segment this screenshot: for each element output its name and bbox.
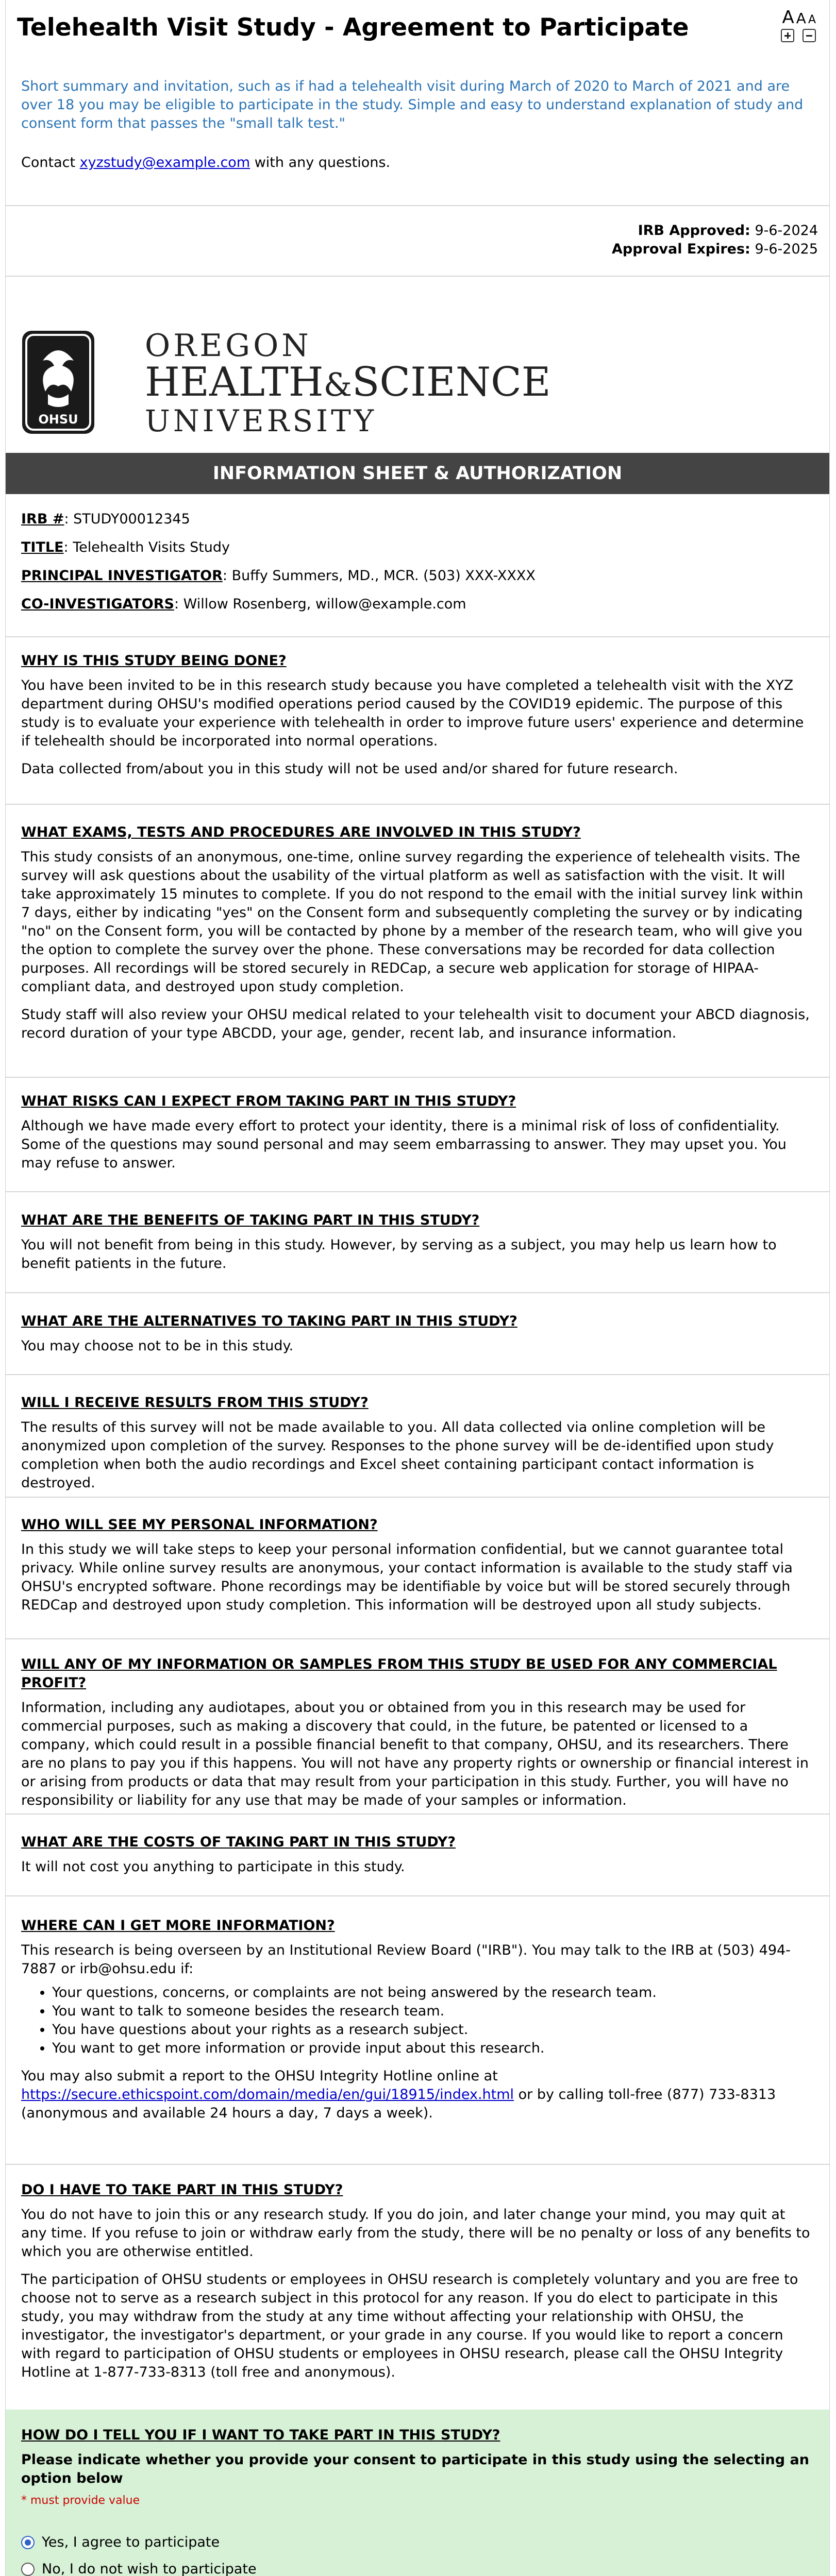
increase-font-icon[interactable]: [781, 29, 794, 42]
contact-line: Contact xyzstudy@example.com with any questions.: [21, 155, 391, 171]
irb-approval: IRB Approved: 9-6-2024 Approval Expires: 9-6-2025: [612, 223, 818, 257]
section-alternatives: WHAT ARE THE ALTERNATIVES TO TAKING PART IN THIS STUDY? You may choose not to be in this study.: [21, 1313, 517, 1354]
divider: [6, 1077, 829, 1078]
divider: [6, 1638, 829, 1639]
divider: [6, 1292, 829, 1293]
survey-header: [6, 0, 829, 68]
radio-no[interactable]: [21, 2563, 35, 2576]
logo-badge-text: OHSU: [38, 412, 78, 427]
font-size-medium[interactable]: A: [796, 10, 806, 27]
survey-title: Telehealth Visit Study - Agreement to Participate: [17, 13, 689, 42]
divider: [6, 804, 829, 805]
consent-section: HOW DO I TELL YOU IF I WANT TO TAKE PART IN THIS STUDY? Please indicate whether you provide your consent to participate in this study using the selecting an option below * must provide value Yes, I agree to participate No, I do not wish to participate: [6, 2410, 829, 2576]
survey-page: [5, 0, 830, 2576]
divider: [6, 1374, 829, 1375]
consent-question: Please indicate whether you provide your consent to participate in this study using the selecting an option below: [21, 2452, 809, 2486]
consent-option-no[interactable]: No, I do not wish to participate: [21, 2561, 257, 2576]
divider: [6, 205, 829, 206]
logo-wordmark: OREGON HEALTH&SCIENCE UNIVERSITY: [145, 328, 551, 438]
section-benefits: WHAT ARE THE BENEFITS OF TAKING PART IN THIS STUDY? You will not benefit from being in this study. However, by serving as a subject, you may help us learn how to benefit patients in the future.: [21, 1212, 777, 1272]
integrity-hotline-link[interactable]: https://secure.ethicspoint.com/domain/media/en/gui/18915/index.html: [21, 2087, 514, 2103]
divider: [6, 276, 829, 277]
divider: [6, 2164, 829, 2165]
irb-contact-reasons: [6, 1984, 829, 2058]
section-exams: WHAT EXAMS, TESTS AND PROCEDURES ARE INVOLVED IN THIS STUDY? This study consists of an anonymous, one-time, online survey regarding the experience of telehealth visits. The survey will ask questions about the usability of the virtual platform as well as satisfaction with the visit. It will take approximately 15 minutes to complete. If you do not respond to the email with the initial survey link within 7 days, either by indicating "yes" on the Consent form and subsequently completing the survey or by indicating "no" on the Consent form, you will be contacted by phone by a member of the research team, who will give you the option to complete the survey over the phone. These conversations may be recorded for data collection purposes. All recordings will be stored securely in REDCap, a secure web application for storage of HIPAA-compliant data, and destroyed upon study completion. Study staff will also review your OHSU medical related to your telehealth visit to document your ABCD diagnosis, record duration of your type ABCDD, your age, gender, recent lab, and insurance information.: [21, 824, 810, 1041]
divider: [6, 636, 829, 637]
section-risks: WHAT RISKS CAN I EXPECT FROM TAKING PART IN THIS STUDY? Although we have made every effort to protect your identity, there is a minimal risk of loss of confidentiality. Some of the questions may sound personal and may seem embarrassing to answer. They may upset you. You may refuse to answer.: [21, 1093, 787, 1171]
font-size-controls: [770, 7, 816, 44]
contact-email-link[interactable]: xyzstudy@example.com: [79, 155, 250, 171]
list-item: • You have questions about your rights as a research subject.: [52, 2021, 829, 2039]
study-metadata: IRB #: STUDY00012345 TITLE: Telehealth Visits Study PRINCIPAL INVESTIGATOR: Buffy Summers, MD., MCR. (503) XXX-XXXX CO-INVESTIGATORS: Willow Rosenberg, willow@example.com: [21, 511, 536, 612]
divider: [6, 1895, 829, 1896]
decrease-font-icon[interactable]: [802, 29, 816, 42]
divider: [6, 1814, 829, 1815]
ohsu-seal-icon: [17, 330, 136, 438]
list-item: • Your questions, concerns, or complaints are not being answered by the research team.: [52, 1984, 829, 2002]
section-commercial: WILL ANY OF MY INFORMATION OR SAMPLES FROM THIS STUDY BE USED FOR ANY COMMERCIAL PROFIT? Information, including any audiotapes, about you or obtained from you in this research may be used for commercial purposes, such as making a discovery that could, in the future, be patented or licensed to a company, which could result in a possible financial benefit to that company, OHSU, and its researchers. There are no plans to pay you if this happens. You will not have any property rights or ownership or financial interest in or arising from products or data that may result from your participation in this study. Further, you will have no responsibility or liability for any use that may be made of your samples or information.: [21, 1656, 809, 1808]
section-more-info: WHERE CAN I GET MORE INFORMATION? This research is being overseen by an Institutional Review Board ("IRB"). You may talk to the IRB at (503) 494-7887 or irb@ohsu.edu if: • Your questions, concerns, or complaints are not being answered by the research team. • You want to talk to someone besides the research team. • You have questions about your rights as a research subject. • You want to get more information or provide input about this research. You may also submit a report to the OHSU Integrity Hotline online at https://secure.ethicspoint.com/domain/media/en/gui/18915/index.html or by calling toll-free (877) 733-8313 (anonymous and available 24 hours a day, 7 days a week).: [6, 1917, 829, 2123]
list-item: • You want to get more information or provide input about this research.: [52, 2039, 829, 2058]
consent-option-yes[interactable]: Yes, I agree to participate: [21, 2534, 220, 2550]
ohsu-logo: [17, 328, 551, 438]
divider: [6, 1497, 829, 1498]
section-costs: WHAT ARE THE COSTS OF TAKING PART IN THIS STUDY? It will not cost you anything to participate in this study.: [21, 1834, 456, 1875]
required-note: * must provide value: [21, 2494, 140, 2507]
font-size-large[interactable]: A: [782, 7, 794, 28]
intro-summary: Short summary and invitation, such as if had a telehealth visit during March of 2020 to March of 2021 and are over 18 you may be eligible to participate in the study. Simple and easy to understand explanation of study and consent form that passes the "small talk test.": [21, 78, 804, 131]
radio-yes[interactable]: [21, 2536, 35, 2549]
section-personal-info: WHO WILL SEE MY PERSONAL INFORMATION? In this study we will take steps to keep your personal information confidential, but we cannot guarantee total privacy. While online survey results are anonymous, your contact information is available to the study staff via OHSU's encrypted software. Phone recordings may be identifiable by voice but will be stored securely through REDCap and destroyed upon study completion. This information will be destroyed upon all study subjects.: [21, 1517, 793, 1613]
divider: [6, 1191, 829, 1192]
list-item: • You want to talk to someone besides the research team.: [52, 2002, 829, 2021]
font-size-small[interactable]: A: [808, 13, 816, 26]
section-take-part: DO I HAVE TO TAKE PART IN THIS STUDY? You do not have to join this or any research study. If you do join, and later change your mind, you may quit at any time. If you refuse to join or withdraw early from the study, there will be no penalty or loss of any benefits to which you are otherwise entitled. The participation of OHSU students or employees in OHSU research is completely voluntary and you are free to choose not to serve as a research subject in this protocol for any reason. If you do elect to participate in this study, you may withdraw from the study at any time without affecting your relationship with OHSU, the investigator, the investigator's department, or your grade in any course. If you would like to report a concern with regard to participation of OHSU students or employees in OHSU research, please call the OHSU Integrity Hotline at 1-877-733-8313 (toll free and anonymous).: [21, 2182, 810, 2380]
information-authorization-banner: INFORMATION SHEET & AUTHORIZATION: [6, 453, 829, 494]
section-why: WHY IS THIS STUDY BEING DONE? You have been invited to be in this research study because you have completed a telehealth visit with the XYZ department during OHSU's modified operations period caused by the COVID19 epidemic. The purpose of this study is to evaluate your experience with telehealth in order to improve future users' experience and determine if telehealth should be incorporated into normal operations. Data collected from/about you in this study will not be used and/or shared for future research.: [21, 653, 804, 777]
section-results: WILL I RECEIVE RESULTS FROM THIS STUDY? The results of this survey will not be made available to you. All data collected via online completion will be anonymized upon completion of the survey. Responses to the phone survey will be de-identified upon study completion when both the audio recordings and Excel sheet containing participant contact information is destroyed.: [21, 1395, 774, 1491]
